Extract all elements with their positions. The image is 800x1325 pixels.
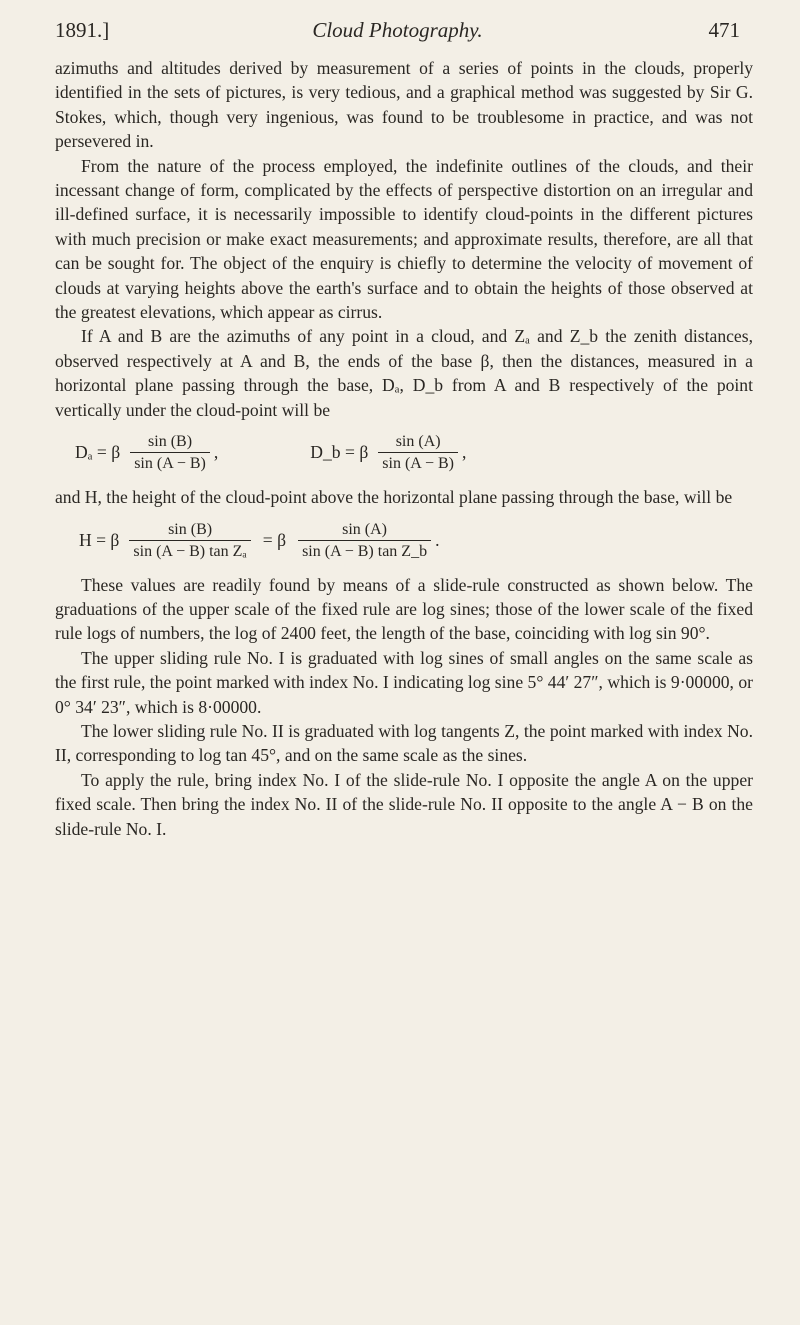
running-header bbox=[55, 18, 740, 48]
da-fraction bbox=[130, 432, 210, 473]
paragraph-1: azimuths and altitudes derived by measurement of a series of points in the clouds, properly identified in the sets of pictures, is very tedious, and a graphical method was suggested by Sir G. Stokes, which, though very ingenious, was found to be troublesome in practice, and was not persevered in. bbox=[55, 58, 753, 152]
h2-numerator: sin (A) bbox=[342, 520, 388, 538]
paragraph-5: These values are readily found by means of a slide-rule constructed as shown below. The graduations of the upper scale of the fixed rule are log sines; those of the lower scale of the fixed rule logs of numbers, the log of 2400 feet, the length of the base, coinciding with log sin 90°. bbox=[55, 574, 753, 644]
comma: , bbox=[461, 442, 467, 463]
paragraph-7: The lower sliding rule No. II is graduated with log tangents Z, the point marked with index No. II, corresponding to log tan 45°, and on the same scale as the sines. bbox=[55, 720, 753, 766]
da-numerator: sin (B) bbox=[148, 433, 193, 451]
h-fraction-2 bbox=[298, 520, 431, 561]
h2-denominator: sin (A − B) tan Z_b bbox=[298, 540, 431, 561]
height-equation bbox=[55, 520, 753, 561]
h1-denominator: sin (A − B) tan Zₐ bbox=[129, 540, 250, 561]
paragraph-8: To apply the rule, bring index No. I of the slide-rule No. I opposite the angle A on the upper fixed scale. Then bring the index No. II of the slide-rule No. II opposite to the angle A − B on the slide-rule No. I. bbox=[55, 769, 753, 839]
db-numerator: sin (A) bbox=[395, 433, 441, 451]
distance-equations bbox=[55, 432, 753, 473]
da-lhs: Dₐ = β bbox=[75, 442, 121, 463]
da-denominator: sin (A − B) bbox=[130, 452, 210, 473]
db-lhs: D_b = β bbox=[310, 442, 369, 463]
page-number: 471 bbox=[708, 18, 740, 42]
comma: , bbox=[213, 442, 219, 463]
header-year: 1891.] bbox=[55, 18, 110, 42]
paragraph-6: The upper sliding rule No. I is graduated with log sines of small angles on the same scale as the first rule, the point marked with index No. I indicating log sine 5° 44′ 27″, which is 9·00000, or 0° 34′ 23″, which is 8·00000. bbox=[55, 647, 753, 717]
h-fraction-1 bbox=[129, 520, 250, 561]
body-text bbox=[55, 56, 753, 841]
db-fraction bbox=[378, 432, 458, 473]
h-lhs: H = β bbox=[79, 529, 120, 550]
h1-numerator: sin (B) bbox=[168, 520, 213, 538]
db-denominator: sin (A − B) bbox=[378, 452, 458, 473]
paragraph-2: From the nature of the process employed, the indefinite outlines of the clouds, and their incessant change of form, complicated by the effects of perspective distortion on an irregular and ill-defined surface, it is necessarily impossible to identify cloud-points in the different pictures with much precision or make exact measurements; and approximate results, therefore, are all that can be sought for. The object of the enquiry is chiefly to determine the velocity of movement of clouds at varying heights above the earth's surface and to obtain the heights of those observed at the greatest elevations, which appear as cirrus. bbox=[55, 155, 753, 323]
period: . bbox=[435, 529, 440, 550]
running-title: Cloud Photography. bbox=[312, 18, 483, 42]
paragraph-3: If A and B are the azimuths of any point in a cloud, and Zₐ and Z_b the zenith distances, observed respectively at A and B, the ends of the base β, then the distances, measured in a horizontal plane passing through the base, Dₐ, D_b from A and B respectively of the point vertically under the cloud-point will be bbox=[55, 326, 753, 420]
h-mid: = β bbox=[262, 529, 287, 550]
paragraph-4: and H, the height of the cloud-point above the horizontal plane passing through the base, will be bbox=[55, 487, 733, 508]
